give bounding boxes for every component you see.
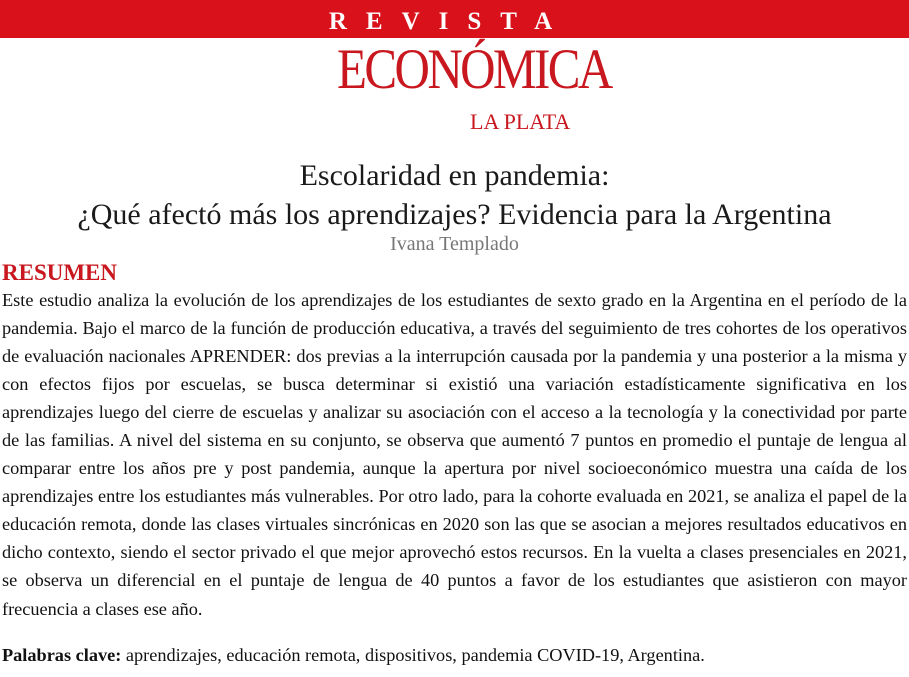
article-author: Ivana Templado [390, 233, 519, 255]
keywords-label: Palabras clave: [2, 645, 122, 665]
article-title-line-1: Escolaridad en pandemia: [299, 159, 610, 192]
article-title-line-2: ¿Qué afectó más los aprendizajes? Evidencia para la Argentina [77, 198, 832, 231]
abstract-heading: RESUMEN [2, 260, 118, 285]
keywords-line [2, 641, 907, 669]
abstract-text: Este estudio analiza la evolución de los aprendizajes de los estudiantes de sexto grado en la Argentina en el período de la pandemia. Bajo el marco de la función de producción educativa, a través del seguimiento de tres cohortes de los operativos de evaluación nacionales APRENDER: dos previas a la interrupción causada por la pandemia y una posterior a la misma y con efectos fijos por escuelas, se busca determinar si existió una variación estadísticamente significativa en los aprendizajes luego del cierre de escuelas y analizar su asociación con el acceso a la tecnología y la conectividad por parte de las familias. A nivel del sistema en su conjunto, se observa que aumentó 7 puntos en promedio el puntaje de lengua al comparar entre los años pre y post pandemia, aunque la apertura por nivel socioeconómico muestra una caída de los aprendizajes entre los estudiantes más vulnerables. Por otro lado, para la cohorte evaluada en 2021, se analiza el papel de la educación remota, donde las clases virtuales sincrónicas en 2020 son las que se asocian a mejores resultados educativos en dicho contexto, siendo el sector privado el que mejor aprovechó estos recursos. En la vuelta a clases presenciales en 2021, se observa un diferencial en el puntaje de lengua de 40 puntos a favor de los estudiantes que asistieron con mayor frecuencia a clases ese año. [2, 290, 907, 619]
journal-name-la-plata: LA PLATA [470, 109, 571, 134]
keywords-list: aprendizajes, educación remota, dispositivos, pandemia COVID-19, Argentina. [125, 645, 705, 665]
journal-name-revista: REVISTA [328, 8, 572, 35]
journal-name-economica: ECONÓMICA [337, 38, 611, 101]
